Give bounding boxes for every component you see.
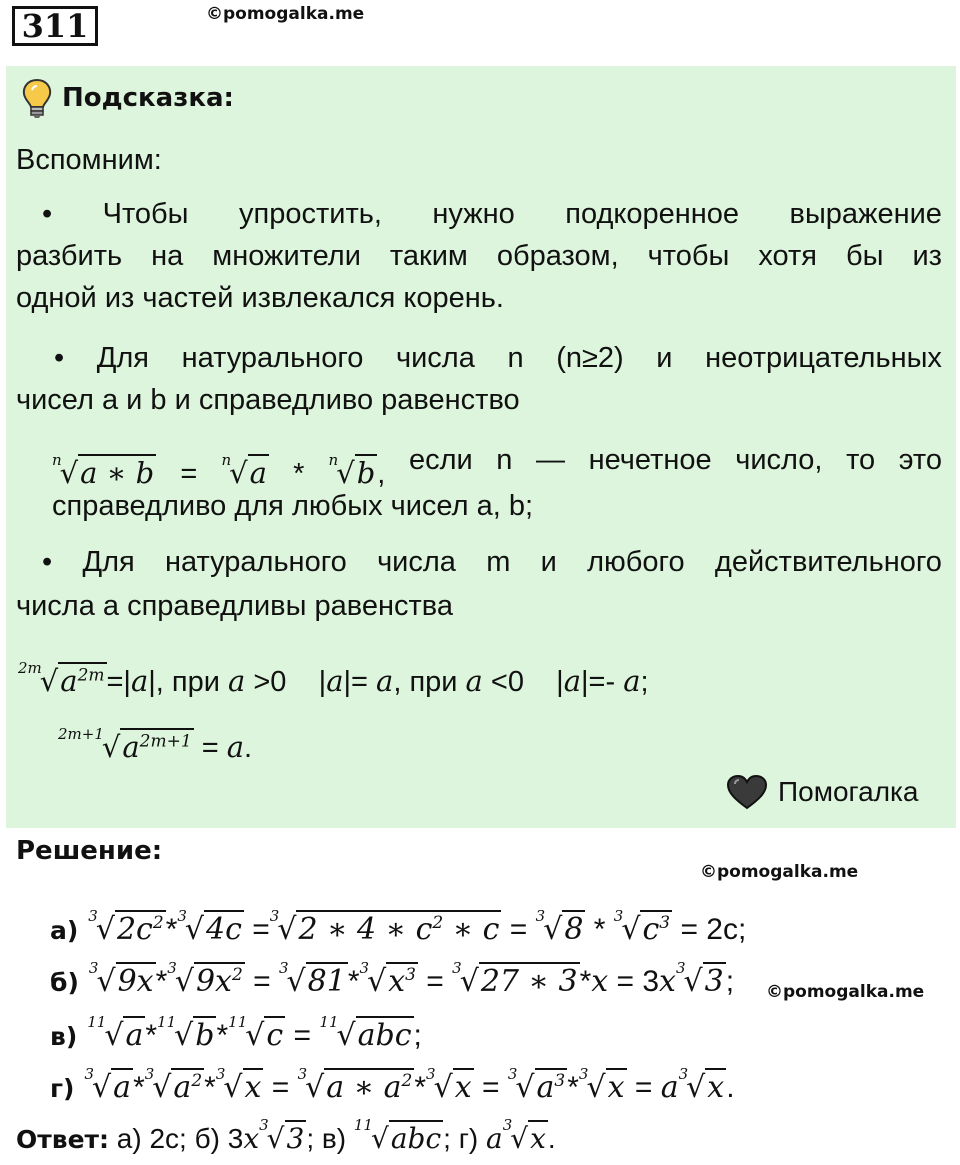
formula1-radicals: $^n$√a ∗ b = $^n$√a * $^n$√b,: [52, 451, 386, 490]
solution-g: г) $^3√a*^3√a^2*^3√x = ^3√a$ ∗ $a^2*^3√x = ^3√a^3*^3√x = a^3√x$.: [50, 1065, 735, 1105]
watermark-bottom: ©pomogalka.me: [766, 982, 925, 1002]
solution-a: а) $^3√2c^2*^3√4c =^3√2$ ∗ 4 ∗ $c^2$ ∗ $c = ^3√8 * ^3√c^3 = 2c$;: [50, 907, 747, 947]
heart-icon: [726, 774, 768, 810]
brand-name: Помогалка: [778, 776, 919, 807]
watermark-mid: ©pomogalka.me: [700, 862, 859, 882]
formula2: $^{2m}√a^{2m}=|a|$, при a >0 |a|= a, при a <0 |a|=- a;: [18, 659, 649, 698]
bullet2-line1: • Для натурального числа n (n≥2) и неотрицательных: [54, 342, 942, 374]
lightbulb-icon: [20, 78, 54, 118]
hint-title: Подсказка:: [62, 83, 234, 113]
hint-header: [20, 78, 234, 118]
formula3: $^{2m+1}√a^{2m+1} = a$.: [58, 725, 253, 764]
bullet2-line2: чисел a и b и справедливо равенство: [16, 384, 520, 416]
bullet1-line3: одной из частей извлекался корень.: [16, 282, 504, 314]
bullet1-line2: разбить на множители таким образом, чтобы хотя бы из: [16, 240, 942, 272]
solution-title: Решение:: [16, 836, 163, 866]
bullet3-line2: числа a справедливы равенства: [16, 590, 453, 622]
hint-panel: [6, 66, 956, 828]
answer: Ответ: а) 2с; б) $3x^3√3$; в) $^{11}$√abc; г) $a^3√x$.: [16, 1116, 556, 1155]
watermark-top: ©pomogalka.me: [206, 4, 365, 24]
solution-v: в) $^{11}$√a*$^{11}$√b*$^{11}$√c = $^{11}$√abc;: [50, 1013, 422, 1053]
solution-b: б) $^3√9x*^3√9x^2 = ^3√81*^3√x^3 = ^3√27$ ∗ $3*x = 3x^3√3$;: [50, 959, 735, 999]
formula1-line2: справедливо для любых чисел a, b;: [52, 490, 534, 522]
task-number: 311: [12, 6, 98, 46]
hint-intro: Вспомним:: [16, 144, 162, 176]
bullet3-line1: • Для натурального числа m и любого действительного: [42, 546, 942, 578]
brand: [726, 774, 918, 810]
bullet1-line1: • Чтобы упростить, нужно подкоренное выражение: [42, 198, 942, 230]
formula1-line1: $^n$√a ∗ b = $^n$√a * $^n$√b, если n — нечетное число, то это: [52, 438, 942, 496]
